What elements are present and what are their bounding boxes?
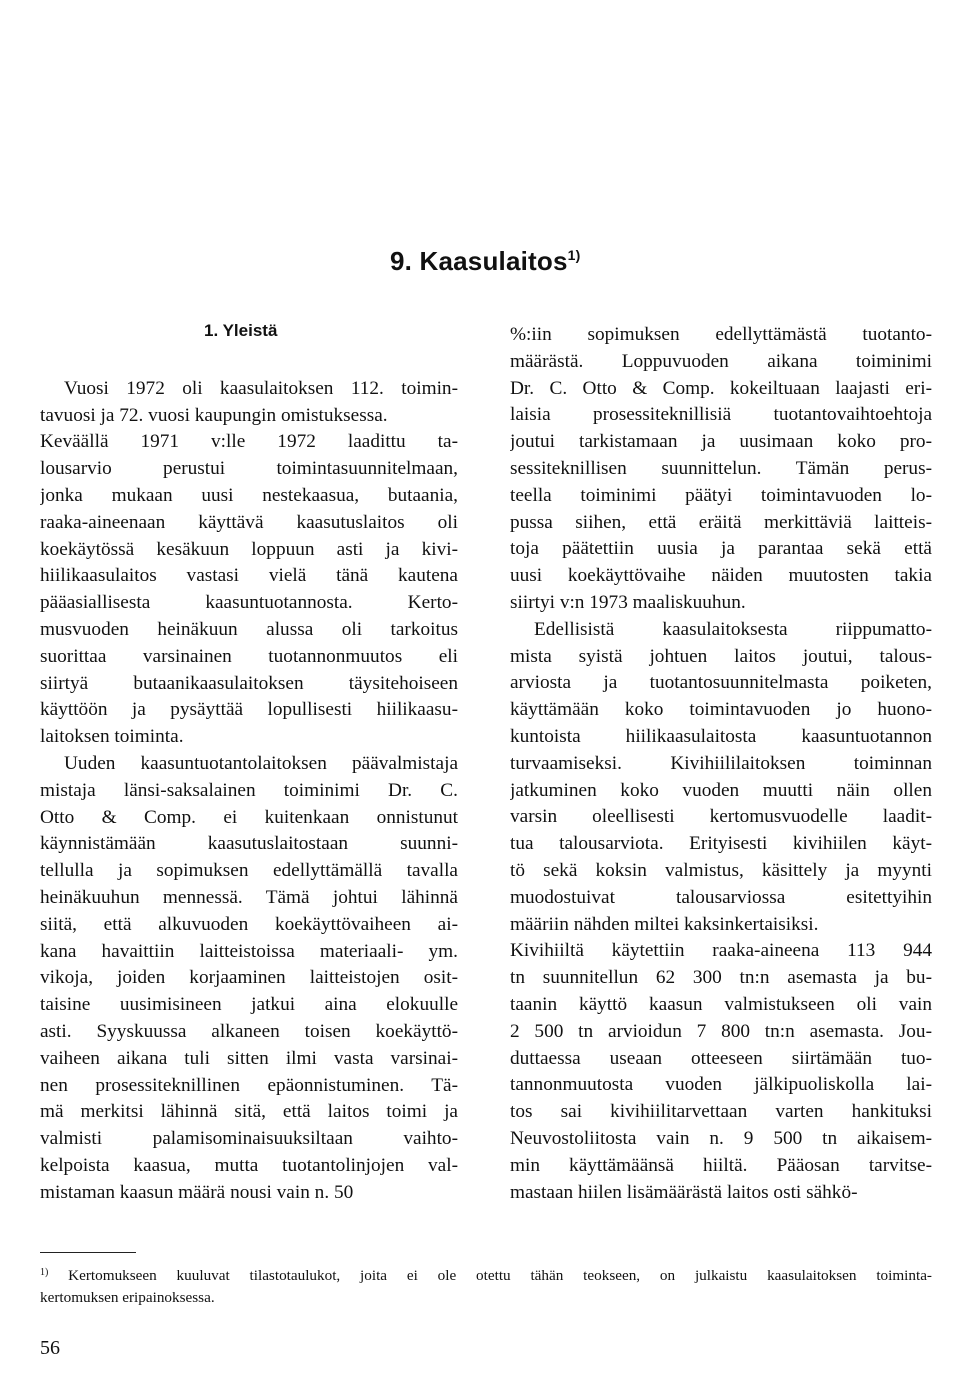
text-line: Uuden kaasuntuotantolaitoksen päävalmistaja: [64, 752, 458, 774]
text-line: duttaessa useaan otteeseen siirtämään tuo-: [510, 1047, 932, 1069]
text-line: hiilikaasulaitos vastasi vielä tänä kautena: [40, 565, 458, 587]
text-line: tn suunnitellun 62 300 tn:n asemasta ja bu-: [510, 967, 932, 989]
text-line: koekäytössä kesäkuun loppuun asti ja kivi-: [40, 538, 458, 560]
text-line: mista syistä johtuen laitos joutui, talous-: [510, 645, 932, 667]
text-line: kuntoista hiilikaasulaitosta kaasuntuotannon: [510, 725, 932, 747]
footnote: [40, 1262, 932, 1309]
text-line: musvuoden heinäkuun alussa oli tarkoitus: [40, 618, 458, 640]
text-line: vaiheen aikana tuli sitten ilmi vasta varsinai-: [40, 1047, 458, 1069]
text-line: mistaman kaasun määrä nousi vain n. 50: [40, 1181, 354, 1203]
text-line: pussa siihen, että eräitä merkittäviä laitteis-: [510, 511, 932, 533]
text-line: heinäkuuhun mennessä. Tämä johtui lähinnä: [40, 886, 458, 908]
text-line: %:iin sopimuksen edellyttämästä tuotanto-: [510, 324, 932, 345]
right-column: [510, 322, 932, 1206]
text-line: tos sai kivihiilitarvettaan varten hankituksi: [510, 1101, 932, 1123]
text-line: tavuosi ja 72. vuosi kaupungin omistuksessa.: [40, 404, 388, 426]
text-line: muodostuivat talousarviossa esitettyihin: [510, 886, 932, 908]
text-line: Dr. C. Otto & Comp. kokeiltuaan laajasti eri-: [510, 377, 932, 399]
text-line: pääasiallisesta kaasuntuotannosta. Kerto-: [40, 592, 458, 614]
title-text: 9. Kaasulaitos: [390, 246, 568, 276]
text-line: Vuosi 1972 oli kaasulaitoksen 112. toimin-: [64, 377, 458, 399]
text-line: mistaja länsi-saksalainen toiminimi Dr. C.: [40, 779, 458, 801]
text-line: tua talousarviota. Erityisesti kivihiilen käyt-: [510, 833, 932, 855]
text-line: lousarvio perustui toimintasuunnitelmaan,: [40, 458, 458, 480]
text-line: valmisti palamisominaisuuksiltaan vaihto-: [40, 1128, 458, 1150]
text-line: varsin oleellisesti kertomusvuodelle laadit-: [510, 806, 932, 828]
title-footnote-mark: 1): [567, 247, 581, 263]
text-line: uusi koekäyttövaihe näiden muutosten takia: [510, 565, 932, 587]
text-line: suorittaa varsinainen tuotannonmuutos eli: [40, 645, 458, 667]
footnote-text: Kertomukseen kuuluvat tilastotaulukot, joita ei ole otettu tähän teokseen, on julkaistu kaasulaitoksen toiminta-: [48, 1267, 932, 1284]
text-line: taanin käyttö kaasun valmistukseen oli vain: [510, 993, 932, 1015]
text-line: joutui tarkistamaan ja uusimaan koko pro-: [510, 431, 932, 453]
text-line: käynnistämään kaasutuslaitostaan suunni-: [40, 833, 458, 855]
text-line: laisia prosessiteknillisiä tuotantovaihtoehtoja: [510, 404, 932, 426]
text-line: toja päätettiin uusia ja parantaa sekä että: [510, 538, 932, 560]
text-line: arviosta ja tuotantosuunnitelmasta poiketen,: [510, 672, 932, 694]
text-line: vikoja, joiden korjaaminen laitteistojen osit-: [40, 967, 458, 989]
text-line: raaka-aineenaan käyttävä kaasutuslaitos oli: [40, 511, 458, 533]
text-line: sessiteknillisen suunnittelun. Tämän perus-: [510, 457, 932, 479]
text-line: jonka mukaan uusi nestekaasua, butaania,: [40, 484, 458, 506]
footnote-mark: 1): [40, 1267, 49, 1278]
section-heading: 1. Yleistä: [204, 321, 278, 340]
text-line: kelpoista kaasua, mutta tuotantolinjojen val-: [40, 1154, 458, 1176]
text-line: mastaan hiilen lisämäärästä laitos osti sähkö-: [510, 1181, 858, 1203]
text-line: käyttöön ja pysäyttää lopullisesti hiilikaasu-: [40, 699, 458, 721]
text-line: siirtyi v:n 1973 maaliskuuhun.: [510, 591, 746, 613]
text-line: 2 500 tn arvioidun 7 800 tn:n asemasta. Jou-: [510, 1020, 932, 1042]
text-line: mä merkitsi lähinnä sitä, että laitos toimi ja: [40, 1101, 458, 1123]
page-title: [390, 238, 581, 278]
text-line: siirtyä butaanikaasulaitoksen täysitehoiseen: [40, 672, 458, 694]
text-line: min käyttämäänsä hiiltä. Pääosan tarvitse-: [510, 1154, 932, 1176]
text-line: teella toiminimi päätyi toimintavuoden lo-: [510, 484, 932, 506]
text-line: turvaamiseksi. Kivihiililaitoksen toiminnan: [510, 752, 932, 774]
text-line: Neuvostoliitosta vain n. 9 500 tn aikaisem-: [510, 1127, 932, 1149]
text-line: määriin nähden miltei kaksinkertaisiksi.: [510, 913, 819, 935]
text-line: käyttämään koko toimintavuoden jo huono-: [510, 699, 932, 721]
text-line: määrästä. Loppuvuoden aikana toiminimi: [510, 350, 932, 372]
footnote-line: kertomuksen eripainoksessa.: [40, 1289, 215, 1306]
text-line: Kivihiiltä käytettiin raaka-aineena 113 944: [510, 940, 932, 962]
left-column: [40, 318, 458, 1207]
text-line: jatkuminen koko vuoden muutti näin ollen: [510, 779, 932, 801]
text-line: taisine uusimisineen jatkui aina elokuulle: [40, 994, 458, 1016]
text-line: Keväällä 1971 v:lle 1972 laadittu ta-: [40, 431, 458, 453]
text-line: laitoksen toiminta.: [40, 726, 184, 748]
text-line: Edellisistä kaasulaitoksesta riippumatto-: [534, 618, 932, 640]
text-line: nen prosessiteknillinen epäonnistuminen. Tä-: [40, 1074, 458, 1096]
text-line: tannonmuutosta vuoden jälkipuoliskolla lai-: [510, 1074, 932, 1096]
footnote-line: [40, 1262, 932, 1287]
text-line: tö sekä koksin valmistus, käsittely ja myynti: [510, 859, 932, 881]
page-number: 56: [40, 1337, 60, 1359]
text-line: asti. Syyskuussa alkaneen toisen koekäyttö-: [40, 1020, 458, 1042]
footnote-rule: [40, 1252, 136, 1253]
text-line: Otto & Comp. ei kuitenkaan onnistunut: [40, 806, 458, 828]
text-line: kana havaittiin laitteistoissa materiaali- ym.: [40, 940, 458, 962]
text-line: tellulla ja sopimuksen edellyttämällä tavalla: [40, 860, 458, 882]
text-line: siitä, että alkuvuoden koekäyttövaiheen ai-: [40, 913, 458, 935]
